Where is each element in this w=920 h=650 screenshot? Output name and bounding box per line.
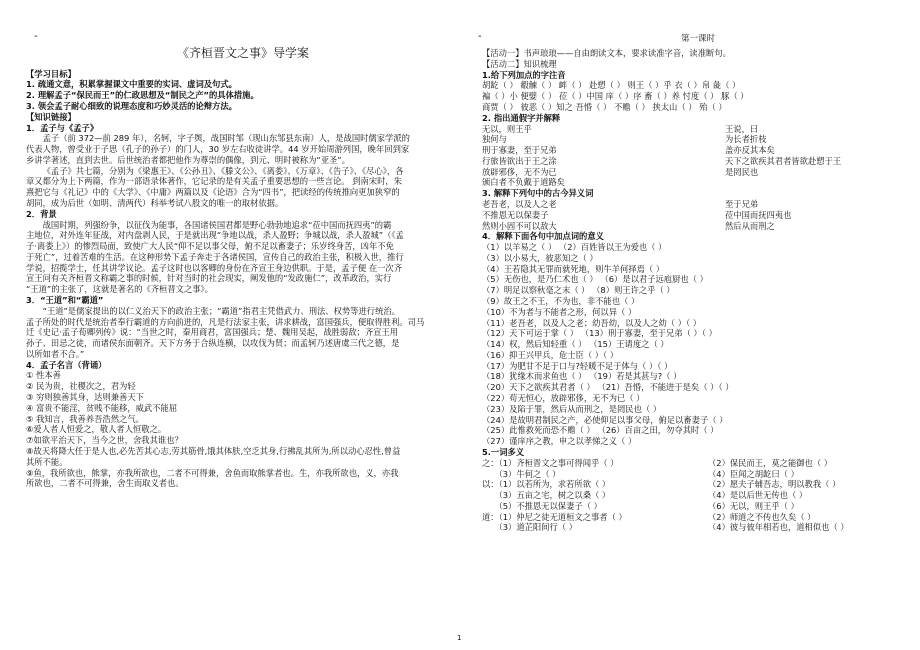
duoyi-row — [482, 479, 914, 490]
text-line: ⑤ 我知言，我善养吾浩然之气。 — [26, 413, 144, 424]
yiyi-line: （5）无伤也，是乃仁术也（ ） （6）是以君子远庖厨也（ ） — [482, 274, 708, 285]
text-line: ⑦如欲平治天下，当今之世，舍我其谁也？ — [26, 435, 183, 446]
text-line: 3. 领会孟子耐心细致的说理态度和巧妙灵活的论辩方法。 — [26, 100, 237, 111]
text-line: 1. 疏通文意，积累掌握课文中重要的实词、虚词及句式。 — [26, 79, 237, 90]
yiyi-line: （20）天下之欲疾其君者（ ） （21）吾惛，不能进于是矣（ ）（ ） — [482, 382, 734, 393]
page-mark: - — [478, 31, 482, 42]
duoyi-row — [482, 458, 914, 469]
duoyi-row — [482, 469, 914, 480]
text-line: 胡同，成为后世（如明、清两代）科举考试八股文的唯一的取材依据。 — [26, 197, 284, 208]
text-line: ⑨鱼，我所欲也，熊掌，亦我所欲也，二者不可得兼，舍鱼而取熊掌者也。生，亦我所欲也，义，亦我 — [26, 467, 399, 478]
section-tongjia: 2. 指出通假字并解释 — [482, 112, 561, 123]
section-duoyi: 5.一词多义 — [482, 446, 525, 457]
lesson-title: 第一课时 — [680, 34, 715, 44]
tongjia-row — [482, 177, 914, 188]
phonetics-line: 褊（ ）小 便嬖（ ） 莅（ ）中国 庠（ ）序 畜（ ）养 忖度（ ） 豚（ ） — [482, 91, 749, 102]
tongjia-row-cell: 是罔民也 — [725, 166, 759, 177]
tongjia-row-cell: 无以，则王乎 — [482, 123, 532, 134]
text-line: 主地位，对外连年征战，对内盘剥人民，于是就出现“争地以战，杀人盈野；争城以战，杀人盈城”（《孟 — [26, 230, 404, 241]
yiyi-line: （18）犹缘木而求鱼也（ ） （19）若是其甚与?（ ） — [482, 371, 682, 382]
guji-row-cell: 不推恩无以保妻子 — [482, 209, 549, 220]
yiyi-line: （17）为肥甘不足于口与?轻暖不足于体与（ ）（ ） — [482, 360, 673, 371]
text-line: 《孟子》共七篇，分别为《梁惠王》、《公孙丑》、《滕文公》、《离娄》、《万章》、《告子》、《尽心》，各 — [42, 165, 404, 176]
yiyi-line: （12）天下可运于掌（ ） （13）刑于寡妻，至于兄弟（ ）（ ） — [482, 328, 717, 339]
text-line: ④ 富贵不能淫，贫贱不能移，威武不能屈 — [26, 402, 178, 413]
duoyi-row-cell: （2）保民而王，莫之能御也（ ） — [708, 457, 833, 468]
text-line: ③ 穷则独善其身，达则兼善天下 — [26, 392, 144, 403]
text-line: 2．背景 — [26, 208, 57, 219]
yiyi-line: （16）抑王兴甲兵，危士臣（ ）（ ） — [482, 349, 619, 360]
tongjia-row-cell: 天下之欲疾其君者皆欲赴愬于王 — [725, 155, 842, 166]
tongjia-row-cell: 独何与 — [482, 134, 507, 145]
text-line: 熹把它与《礼记》中的《大学》、《中庸》两篇以及《论语》合为“四书”，把读经的传统推向更加狭窄的 — [26, 187, 400, 198]
duoyi-row-cell: 以：（1）以若所为，求若所欲（ ） — [482, 479, 611, 490]
tongjia-row-cell: 刑于寡妻，至于兄弟 — [482, 145, 557, 156]
yiyi-line: （3）以小易大，彼恶知之（ ） — [482, 252, 598, 263]
yiyi-line: （9）故王之不王，不为也，非不能也（ ） — [482, 296, 640, 307]
page-number: 1 — [457, 634, 462, 642]
tongjia-row-cell: 王说，曰 — [725, 123, 759, 134]
duoyi-row — [482, 501, 914, 512]
tongjia-row-cell: 颁白者不负戴于道路矣 — [482, 177, 565, 188]
text-line: 于死亡”，过着苦难的生活。在这种形势下孟子奔走于各诸侯国，宣传自己的政治主张，积极入世，推行 — [26, 251, 404, 262]
text-line: “王道”是儒家提出的以仁义治天下的政治主张；“霸道”指君主凭借武力、刑法、权势等进行统治。 — [42, 305, 400, 316]
text-line: ① 性本善 — [26, 370, 61, 381]
yiyi-line: （14）权，然后知轻重（ ） （15）王请度之（ ） — [482, 339, 669, 350]
text-line: 1．孟子与《孟子》 — [26, 122, 99, 133]
text-line: 孟子所处的时代是统治者奉行霸道的方向前进的，凡是行法家主张，讲求耕战，富国强兵，便取得胜利。司马 — [26, 316, 425, 327]
duoyi-row-cell: （3）牛何之（ ） — [482, 468, 561, 479]
text-line: 所欲也，二者不可得兼，舍生而取义者也。 — [26, 478, 184, 489]
text-line: 宣王问有关齐桓晋文称霸之事的时候，针对当时的社会现实，阐发他的“发政施仁”，改革政治，实行 — [26, 273, 392, 284]
guji-row-cell: 然则小固不可以敌大 — [482, 220, 557, 231]
yiyi-line: （27）谨庠序之教，申之以孝悌之义（ ） — [482, 436, 637, 447]
guji-row — [482, 199, 914, 210]
text-line: 以所如者不合。” — [26, 348, 85, 359]
guji-row — [482, 210, 914, 221]
duoyi-row-cell: 道：（1）仲尼之徒无道桓文之事者（ ） — [482, 511, 627, 522]
yiyi-line: （11）老吾老，以及人之老；幼吾幼，以及人之幼（ ）（ ） — [482, 317, 702, 328]
yiyi-list — [482, 242, 914, 447]
duoyi-row-cell: （3）道芷阳间行（ ） — [482, 522, 578, 533]
yiyi-line: （22）苟无恒心，放辟邪侈，无不为已（ ） — [482, 393, 645, 404]
phonetics-line: 胡龁（ ） 觳觫（ ） 衅（ ） 赴愬（ ） 则王（ ）乎 衣（ ）帛 彘（ ） — [482, 80, 741, 91]
text-line: 学说，招揽学士，任其讲学议论。孟子这时也以客卿的身份在齐宣王身边供职。于是，孟子便 在一次齐 — [26, 262, 403, 273]
yiyi-line: （10）不为者与不能者之形，何以异（ ） — [482, 306, 637, 317]
yiyi-line: （24）是故明君制民之产，必使仰足以事父母，俯足以畜妻子（ ） — [482, 414, 728, 425]
duoyi-row-cell: （4）是以后世无传也（ ） — [708, 490, 808, 501]
yiyi-line: （25）此惟救死而恐不赡（ ） （26）百亩之田，勿夺其时（ ） — [482, 425, 719, 436]
guji-row-cell: 至于兄弟 — [725, 198, 759, 209]
activity-two: 【活动二】知识梳理 — [482, 58, 557, 69]
duoyi-list — [482, 458, 914, 533]
text-line: 2. 理解孟子“保民而王”的仁政思想及“制民之产”的具体措施。 — [26, 90, 259, 101]
duoyi-row-cell: （2）师道之不传也久矣（ ） — [708, 511, 816, 522]
duoyi-row-cell: （2）愿夫子辅吾志，明以教我（ ） — [708, 479, 841, 490]
text-line: 迁《史记·孟子荀卿列传》说：“当世之时，秦用商君，富国强兵；楚、魏用吴起，战胜弱敌；齐宣王用 — [26, 327, 399, 338]
section-guji: 3. 解释下列句中的古今异义词 — [482, 188, 594, 199]
text-line: 章又都分为上下两篇，作为一部语录体著作，它记录的是有关孟子重要思想的一些言论。 到南宋时，朱 — [26, 176, 403, 187]
tongjia-row — [482, 124, 914, 135]
tongjia-row — [482, 145, 914, 156]
text-line: 乡讲学著述，直到去世。后世统治者都把他作为尊崇的偶像，到元、明时被称为“亚圣”。 — [26, 154, 350, 165]
duoyi-row-cell: （4）臣闻之胡龁曰（ ） — [708, 468, 799, 479]
duoyi-row-cell: （4）彼与彼年相若也，道相似也（ ） — [708, 522, 849, 533]
text-line: 其所不能。 — [26, 456, 68, 467]
tongjia-row-cell: 为长者折枝 — [725, 134, 767, 145]
text-line: 孟子（前 372—前 289 年），名轲，字子舆，战国时邹（现山东邹县东南）人，是战国时儒家学派的 — [42, 133, 410, 144]
section-yiyi: 4．解释下面各句中加点词的意义 — [482, 231, 604, 242]
text-line: 战国时期，列强纷争，以征伐为能事，各国诸侯国君都是野心勃勃地追求“莅中国而抚四夷”的霸 — [42, 219, 392, 230]
duoyi-row — [482, 512, 914, 523]
text-line: 子·离娄上》）的惨烈局面，致使广大人民“仰不足以事父母，俯不足以畜妻子；乐岁终身苦，凶年不免 — [26, 241, 394, 252]
guji-list — [482, 199, 914, 231]
yiyi-line: （23）及陷于罪，然后从而刑之，是罔民也（ ） — [482, 403, 662, 414]
right-page — [470, 0, 920, 650]
guji-row-cell: 莅中国而抚四夷也 — [725, 209, 792, 220]
text-line: 【知识链接】 — [26, 111, 76, 122]
page-mark: - — [34, 31, 38, 42]
text-line: 【学习目标】 — [26, 68, 76, 79]
tongjia-row-cell: 放辟邪侈，无不为已 — [482, 166, 557, 177]
duoyi-row-cell: 之：（1）齐桓晋文之事可得闻乎（ ） — [482, 457, 619, 468]
text-line: 3．“王道”和“霸道” — [26, 295, 104, 305]
text-line: ⑧故天将降大任于是人也,必先苦其心志,劳其筋骨,饿其体肤,空乏其身,行拂乱其所为,所以动心忍性,曾益 — [26, 445, 401, 456]
tongjia-row-cell: 行旅皆欲出于王之涂 — [482, 155, 557, 166]
duoyi-row-cell: （3）五亩之宅，树之以桑（ ） — [482, 490, 611, 501]
duoyi-row — [482, 522, 914, 533]
duoyi-row — [482, 490, 914, 501]
guide-body — [26, 69, 460, 489]
tongjia-list — [482, 124, 914, 189]
section-phonetics: 1.给下列加点的字注音 — [482, 69, 566, 80]
text-line: 4．孟子名言（背诵） — [26, 359, 107, 370]
guji-row-cell: 老吾老，以及人之老 — [482, 198, 557, 209]
yiyi-line: （1）以羊易之（ ） （2）百姓皆以王为爱也（ ） — [482, 242, 667, 253]
tongjia-row — [482, 134, 914, 145]
phonetics-line: 商贾（ ） 彼恶（ ）知之 吾惛（ ） 不赡（ ） 挟太山（ ） 殆（ ） — [482, 101, 727, 112]
activity-one: 【活动一】书声琅琅——自由朗读文本，要求读准字音，读准断句。 — [482, 48, 731, 59]
tongjia-row — [482, 156, 914, 167]
text-line: ② 民为贵，社稷次之，君为轻 — [26, 381, 136, 392]
duoyi-row-cell: （6）无以，则王乎（ ） — [708, 500, 799, 511]
page-title: 《齐桓晋文之事》导学案 — [176, 46, 309, 60]
text-line: “王道”的主张了，这就是著名的《齐桓晋文之事》。 — [26, 284, 213, 295]
tongjia-row-cell: 盖亦反其本矣 — [725, 145, 775, 156]
guji-row-cell: 然后从而刑之 — [725, 220, 775, 231]
yiyi-line: （7）明足以察秋毫之末（ ） （8）则王许之乎（ ） — [482, 285, 675, 296]
text-line: 孙子、田忌之徒，而诸侯东面朝齐。天下方务于合纵连横，以攻伐为贤；而孟轲乃述唐虞三代之德，是 — [26, 338, 400, 349]
text-line: ⑥爱人者人恒爱之，敬人者人恒敬之。 — [26, 424, 167, 435]
guji-row — [482, 221, 914, 232]
yiyi-line: （4）王若隐其无罪而就死地，则牛羊何择焉（ ） — [482, 263, 665, 274]
tongjia-row — [482, 167, 914, 178]
text-line: 代表人物，曾受业于子思（孔子的孙子）的门人，30 岁左右收徒讲学。44 岁开始周游列国，晚年回到家 — [26, 144, 410, 155]
phonetics-list — [482, 80, 914, 112]
duoyi-row-cell: （5）不推恩无以保妻子（ ） — [482, 500, 602, 511]
